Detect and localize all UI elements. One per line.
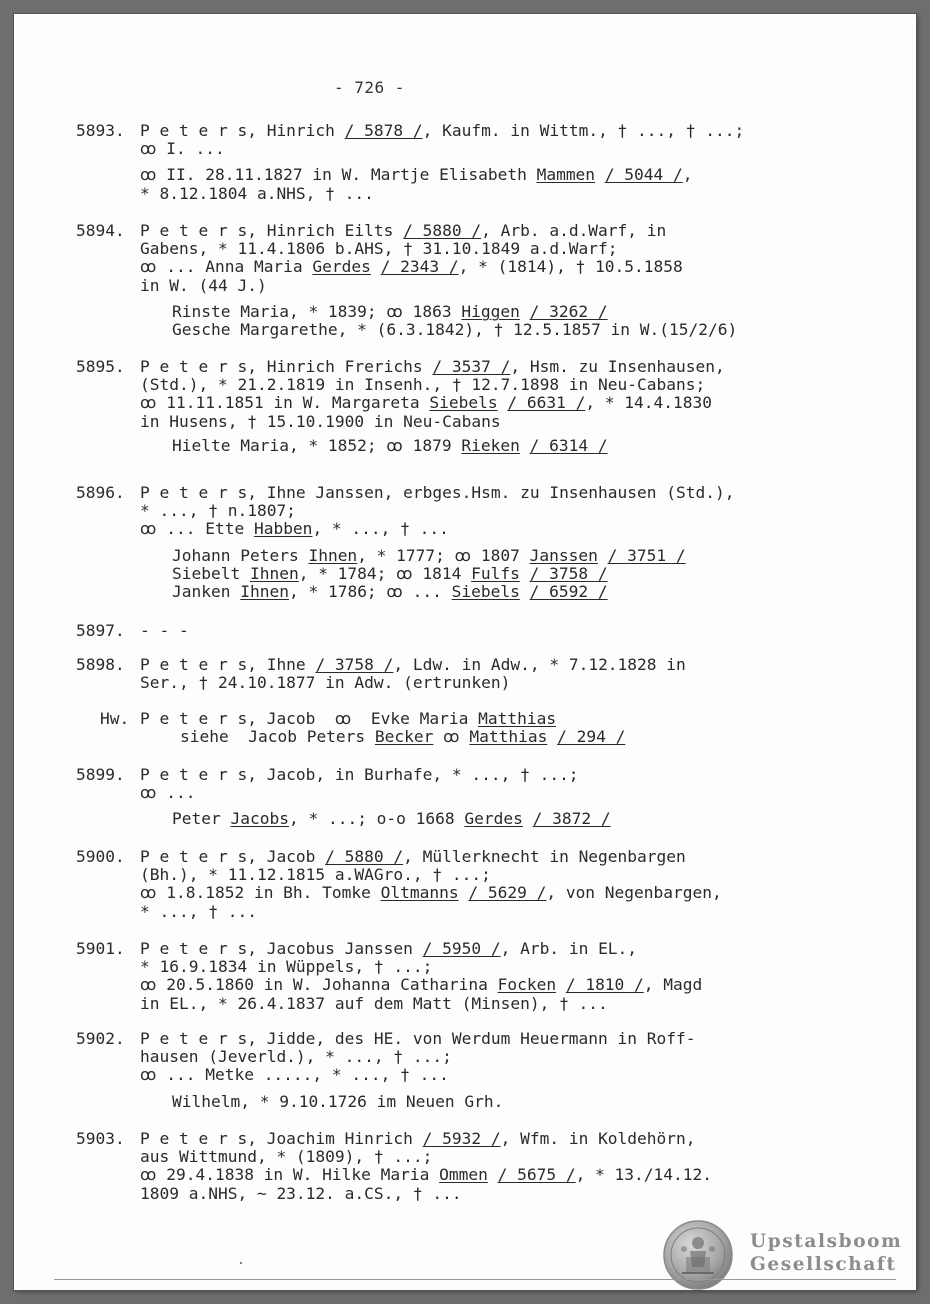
entry-number: 5894. [76, 221, 125, 240]
reference-number: / 5880 / [325, 847, 404, 866]
society-wordmark: Upstalsboom Gesellschaft [750, 1231, 903, 1275]
reference-number: / 3758 / [315, 655, 394, 674]
reference-number: / 3872 / [532, 809, 611, 829]
spouse-surname: Gerdes [312, 257, 371, 277]
reference-number: / 2343 / [380, 257, 459, 277]
entry-number: 5897. [76, 621, 125, 640]
child-entry: Rinste Maria, * 1839; ꝏ 1863 [172, 301, 462, 321]
cross-reference: siehe Jacob Peters Becker ꝏ Matthias / 294 / [180, 727, 626, 747]
child-entry: Johann Peters Ihnen, * 1777; ꝏ 1807 Janssen / 3751 / [172, 545, 686, 565]
surname: P e t e r s [140, 357, 248, 376]
spouse-surname: Siebels [429, 393, 498, 413]
child-entry: Peter Jacobs, * ...; o-o 1668 Gerdes / 3872 / [172, 809, 611, 829]
surname: P e t e r s [140, 709, 248, 728]
entry-number: 5900. [76, 847, 125, 866]
spouse-surname: Habben [253, 519, 313, 539]
child-entry: Janken Ihnen, * 1786; ꝏ ... Siebels / 6592 / [172, 581, 608, 601]
entry-number: Hw. [100, 709, 130, 728]
reference-number: / 5880 / [403, 221, 482, 240]
spouse-surname: Ommen [439, 1165, 488, 1185]
reference-number: / 3262 / [529, 301, 608, 321]
reference-number: / 3758 / [529, 563, 608, 583]
reference-number: / 5932 / [422, 1129, 501, 1148]
entry-number: 5901. [76, 939, 125, 958]
spouse-surname: Focken [497, 975, 557, 995]
page-number: - 726 - [334, 78, 405, 97]
child-entry: Wilhelm, * 9.10.1726 im Neuen Grh. [172, 1091, 504, 1111]
reference-number: / 3537 / [432, 357, 511, 376]
surname: P e t e r s [140, 221, 248, 240]
surname: P e t e r s [140, 1129, 248, 1148]
child-entry: Hielte Maria, * 1852; ꝏ 1879 [172, 435, 462, 455]
reference-number: / 3751 / [607, 545, 686, 565]
surname: P e t e r s [140, 121, 248, 140]
entry-number: 5899. [76, 765, 125, 784]
reference-number: / 5629 / [468, 883, 547, 903]
surname: P e t e r s [140, 939, 248, 958]
child-entry: Siebelt Ihnen, * 1784; ꝏ 1814 Fulfs / 3758 / [172, 563, 608, 583]
society-seal-icon [662, 1219, 734, 1291]
entry-number: 5895. [76, 357, 125, 376]
surname: P e t e r s [140, 483, 248, 502]
surname: P e t e r s [140, 1029, 248, 1048]
entry-number: 5898. [76, 655, 125, 674]
entry-number: 5893. [76, 121, 125, 140]
reference-number: / 294 / [557, 727, 626, 747]
entry-number: 5903. [76, 1129, 125, 1148]
reference-number: / 6592 / [529, 581, 608, 601]
spouse-surname: Oltmanns [380, 883, 459, 903]
entry-number: 5896. [76, 483, 125, 502]
document-page: - 726 - 5893. P e t e r s, Hinrich / 5878 /, Kaufm. in Wittm., † ..., † ...; ꝏ I. ... ꝏ II. 28.11.1827 in W. Martje Elisabeth Mammen / 5044 /, * 8.12.1804 a.NHS, † ... 5894. P e t e r s, Hinrich Eilts / 5880 /, Arb. a.d.Warf, in Gabens, * 11.4.1806 b.AHS, † 31.10.1849 a.d.Warf; ꝏ ... Anna Maria Gerdes / 2343 /, * (1814), † 10.5.1858 in W. (44 J.) Rinste Maria, * 1839; ꝏ 1863 Higgen / 3262 / Gesche Margarethe, * (6.3.1842), † 12.5.1857 in W.(15/2/6) 5895. P e t e r s, Hinrich Frerichs / 3537 /, Hsm. zu Insenhausen, (Std.), * 21.2.1819 in Insenh., † 12.7.1898 in Neu-Cabans; ꝏ 11.11.1851 in W. Margareta Siebels / 6631 /, * 14.4.1830 in Husens, † 15.10.1900 in Neu-Cabans Hielte Maria, * 1852; ꝏ 1879 Rieken / 6314 / 5896. P e t e r s, Ihne Janssen, erbges.Hsm. zu Insenhausen (Std.), * ..., † n.1807; ꝏ ... Ette Habben, * ..., † ... Johann Peters Ihnen, * 1777; ꝏ 1807 Janssen / 3751 / Siebelt Ihnen, * 1784; ꝏ 1814 Fulfs / 3758 / Janken Ihnen, * 1786; ꝏ ... Siebels / 6592 / 5897. - - - 5898. P e t e r s, Ihne / 3758 /, Ldw. in Adw., * 7.12.1828 in Ser., † 24.10.1877 in Adw. (ertrunken) Hw. P e t e r s, Jacob ꝏ Evke Maria Matthias siehe Jacob Peters Becker ꝏ Matthias / 294 / 5899. P e t e r s, Jacob, in Burhafe, * ..., † ...; ꝏ ... Peter Jacobs, * ...; o-o 1668 Gerdes / 3872 / 5900. P e t e r s, Jacob / 5880 /, Müllerknecht in Negenbargen (Bh.), * 11.12.1815 a.WAGro., † ...; ꝏ 1.8.1852 in Bh. Tomke Oltmanns / 5629 /, von Negenbargen, * ..., † ... 5901. P e t e r s, Jacobus Janssen / 5950 /, Arb. in EL., * 16.9.1834 in Wüppels, † ...; ꝏ 20.5.1860 in W. Johanna Catharina Focken / 1810 /, Magd in EL., * 26.4.1837 auf dem Matt (Minsen), † ... 5902. P e t e r s, Jidde, des HE. von Werdum Heuermann in Roff- hausen (Jeverld.), * ..., † ...; ꝏ ... Metke ....., * ..., † ... Wilhelm, * 9.10.1726 im Neuen Grh. 5903. P e t e r s, Joachim Hinrich / 5932 /, Wfm. in Koldehörn, aus Wittmund, * (1809), † ...; ꝏ 29.4.1838 in W. Hilke Maria Ommen / 5675 /, * 13./14.12. 1809 a.NHS, ~ 23.12. a.CS., † ... Upstalsboom Gesellschaft [14, 14, 916, 1290]
spouse-surname: Mammen [536, 165, 596, 185]
reference-number: / 6314 / [529, 435, 608, 455]
reference-number: / 5878 / [344, 121, 423, 140]
surname: P e t e r s [140, 847, 248, 866]
surname: P e t e r s [140, 655, 248, 674]
reference-number: / 5950 / [422, 939, 501, 958]
bottom-divider [54, 1279, 896, 1280]
surname: P e t e r s [140, 765, 248, 784]
child-entry: Gesche Margarethe, * (6.3.1842), † 12.5.1857 in W.(15/2/6) [172, 319, 738, 339]
marriage-line: ꝏ I. ... [140, 139, 225, 159]
entry-number: 5902. [76, 1029, 125, 1048]
scan-speck [240, 1262, 242, 1264]
reference-number: / 5044 / [604, 165, 683, 185]
reference-number: / 6631 / [507, 393, 586, 413]
reference-number: / 5675 / [497, 1165, 576, 1185]
reference-number: / 1810 / [565, 975, 644, 995]
